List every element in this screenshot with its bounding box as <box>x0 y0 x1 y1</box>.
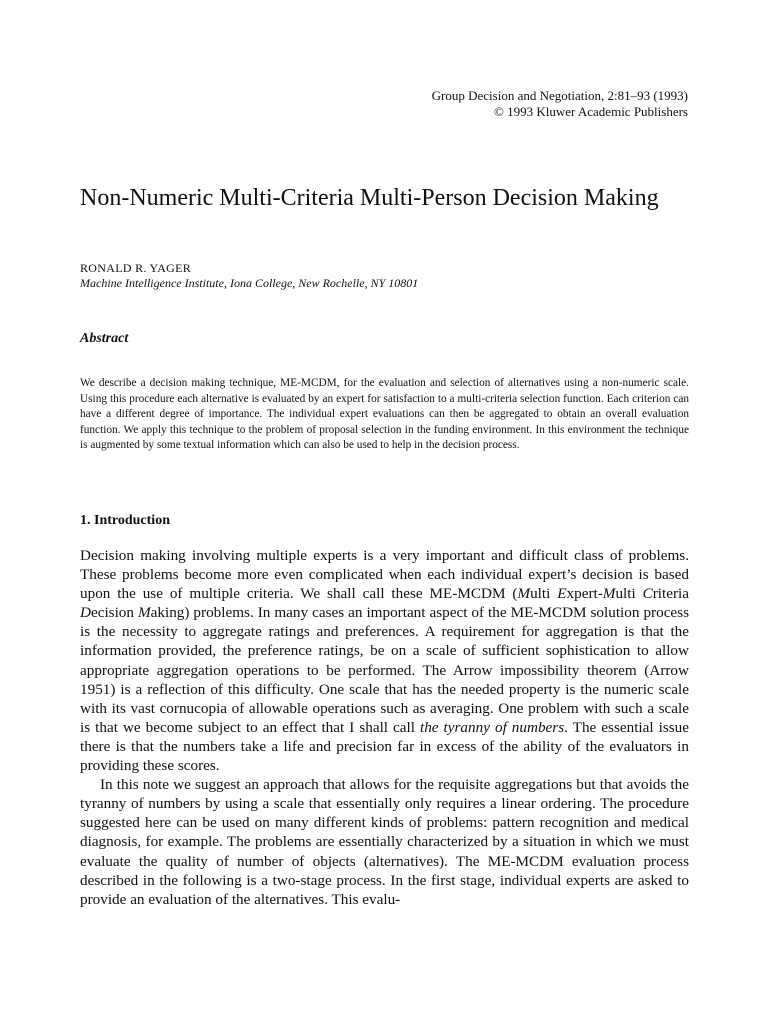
text-run: aking) problems. In many cases an important aspect of the ME-MCDM solution process is the necessity to aggregate ratings and preferences. A requirement for aggregation is that the information provided, the preference ratings, be on a scale of sufficient sophistication to allow appropriate aggregation operations to be performed. The Arrow impossibility theorem (Arrow 1951) is a reflection of this difficulty. One scale that has the needed property is the numeric scale with its vast cornucopia of allowable operations such as averaging. One problem with such a scale is that we become subject to an effect that I shall call <box>80 604 689 736</box>
journal-header <box>432 88 688 120</box>
text-run: Decision making involving multiple experts is a very important and difficult class of problems. These problems become more even complicated when each individual expert’s decision is based upon the use of multiple criteria. We shall call these ME-MCDM ( <box>80 547 689 603</box>
acronym-letter: E <box>557 585 567 603</box>
acronym-letter: M <box>602 585 616 603</box>
text-run: ulti <box>530 585 558 603</box>
text-run: riteria <box>652 585 689 603</box>
introduction-paragraph-2: In this note we suggest an approach that allows for the requisite aggregations but that avoids the tyranny of numbers by using a scale that essentially only requires a linear ordering. The procedure suggested here can be used on many different kinds of problems: pattern recognition and medical diagnosis, for example. The problems are essentially characterized by a situation in which we must evaluate the quality of number of objects (alternatives). The ME-MCDM evaluation process described in the following is a two-stage process. In the first stage, individual experts are asked to provide an evaluation of the alternatives. This evalu- <box>80 776 689 908</box>
abstract-text: We describe a decision making technique, ME-MCDM, for the evaluation and selection of alternatives using a non-numeric scale. Using this procedure each alternative is evaluated by an expert for satisfaction to a multi-criteria selection function. Each criterion can have a different degree of importance. The individual expert evaluations can then be aggregated to obtain an overall evaluation function. We apply this technique to the problem of proposal selection in the funding environment. In this environment the technique is augmented by some textual information which can also be used to help in the decision process. <box>80 377 689 451</box>
introduction-paragraph-1 <box>80 546 689 775</box>
abstract-heading: Abstract <box>80 331 129 346</box>
introduction-body <box>80 546 689 909</box>
journal-citation: Group Decision and Negotiation, 2:81–93 (1993) <box>431 88 688 103</box>
acronym-letter: D <box>80 604 91 622</box>
acronym-letter: M <box>137 604 151 622</box>
article-title: Non-Numeric Multi-Criteria Multi-Person Decision Making <box>80 185 659 211</box>
text-run: . The essential issue there is that the numbers take a life and precision far in excess of the ability of the evaluators in providing these scores. <box>80 718 689 775</box>
text-run: ulti <box>615 585 643 603</box>
text-run: ecision <box>90 604 138 622</box>
acronym-letter: M <box>517 585 531 603</box>
text-run: xpert- <box>566 585 603 603</box>
emphasis-text: the tyranny of numbers <box>419 718 565 736</box>
acronym-letter: C <box>642 585 653 603</box>
author-name: RONALD R. YAGER <box>80 261 192 275</box>
journal-copyright: © 1993 Kluwer Academic Publishers <box>493 104 688 119</box>
section-heading-introduction: 1. Introduction <box>80 513 170 528</box>
author-affiliation: Machine Intelligence Institute, Iona College, New Rochelle, NY 10801 <box>80 276 419 290</box>
